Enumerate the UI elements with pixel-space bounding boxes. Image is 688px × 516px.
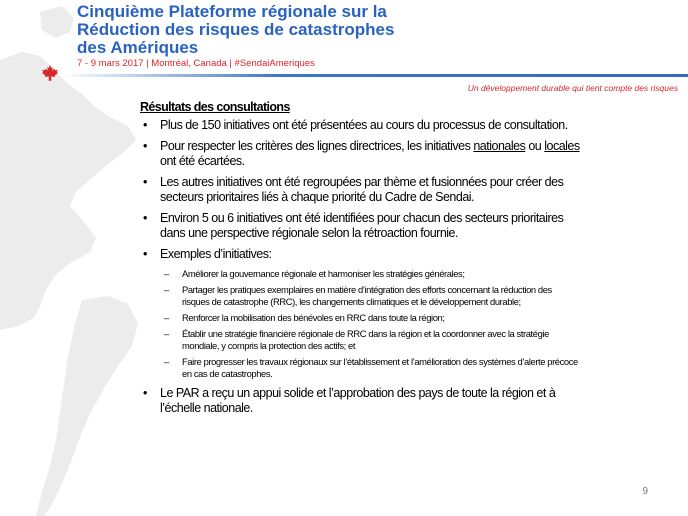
sub-bullet-item: – Renforcer la mobilisation des bénévoles en RRC dans toute la région; xyxy=(160,312,580,324)
maple-leaf-icon xyxy=(41,64,59,82)
bullet-text: Les autres initiatives ont été regroupées par thème et fusionnées pour créer des secteurs prioritaires liés à chaque priorité du Cadre de Sendai. xyxy=(160,175,564,204)
event-date-location: 7 - 9 mars 2017 | Montréal, Canada | #SendaiAmeriques xyxy=(77,58,315,69)
header-title xyxy=(77,2,395,57)
bullet-text: Exemples d’initiatives: xyxy=(160,247,272,261)
bullet-item xyxy=(140,175,580,205)
header-title-line-3: des Amériques xyxy=(77,38,199,57)
bullet-text: ou xyxy=(525,139,545,153)
bullet-item xyxy=(140,247,580,380)
bullet-text: Pour respecter les critères des lignes directrices, les initiatives xyxy=(160,139,474,153)
bullet-text: Le PAR a reçu un appui solide et l’approbation des pays de toute la région et à l’échelle nationale. xyxy=(160,386,556,415)
section-title: Résultats des consultations xyxy=(140,100,290,114)
bullet-item xyxy=(140,139,580,169)
sub-bullet-list xyxy=(160,268,580,380)
header-title-line-1: Cinquième Plateforme régionale sur la xyxy=(77,2,387,21)
tagline: Un développement durable qui tient compte des risques xyxy=(467,83,678,93)
sub-bullet-item: – Établir une stratégie financière régionale de RRC dans la région et la coordonner avec la stratégie mondiale, y compris la protection des actifs; et xyxy=(160,328,580,352)
bullet-item xyxy=(140,386,580,416)
bullet-item xyxy=(140,118,580,133)
sub-bullet-item: – Améliorer la gouvernance régionale et harmoniser les stratégies générales; xyxy=(160,268,580,280)
main-bullet-list xyxy=(140,118,580,416)
slide-content xyxy=(140,100,580,422)
sub-bullet-item: – Partager les pratiques exemplaires en matière d’intégration des efforts concernant la réduction des risques de catastrophe (RRC), les changements climatiques et le développement durable; xyxy=(160,284,580,308)
page-number: 9 xyxy=(642,486,648,497)
underlined-term-locales: locales xyxy=(544,139,580,153)
bullet-item xyxy=(140,211,580,241)
header-title-line-2: Réduction des risques de catastrophes xyxy=(77,20,395,39)
bullet-text: ont été écartées. xyxy=(160,154,245,168)
sub-bullet-item: – Faire progresser les travaux régionaux sur l’établissement et l’amélioration des systèmes d’alerte précoce en cas de catastrophes. xyxy=(160,356,580,380)
bullet-text: Plus de 150 initiatives ont été présentées au cours du processus de consultation. xyxy=(160,118,568,132)
header-divider xyxy=(60,74,688,77)
underlined-term-nationales: nationales xyxy=(473,139,526,153)
bullet-text: Environ 5 ou 6 initiatives ont été identifiées pour chacun des secteurs prioritaires dans une perspective régionale selon la rétroaction fournie. xyxy=(160,211,564,240)
